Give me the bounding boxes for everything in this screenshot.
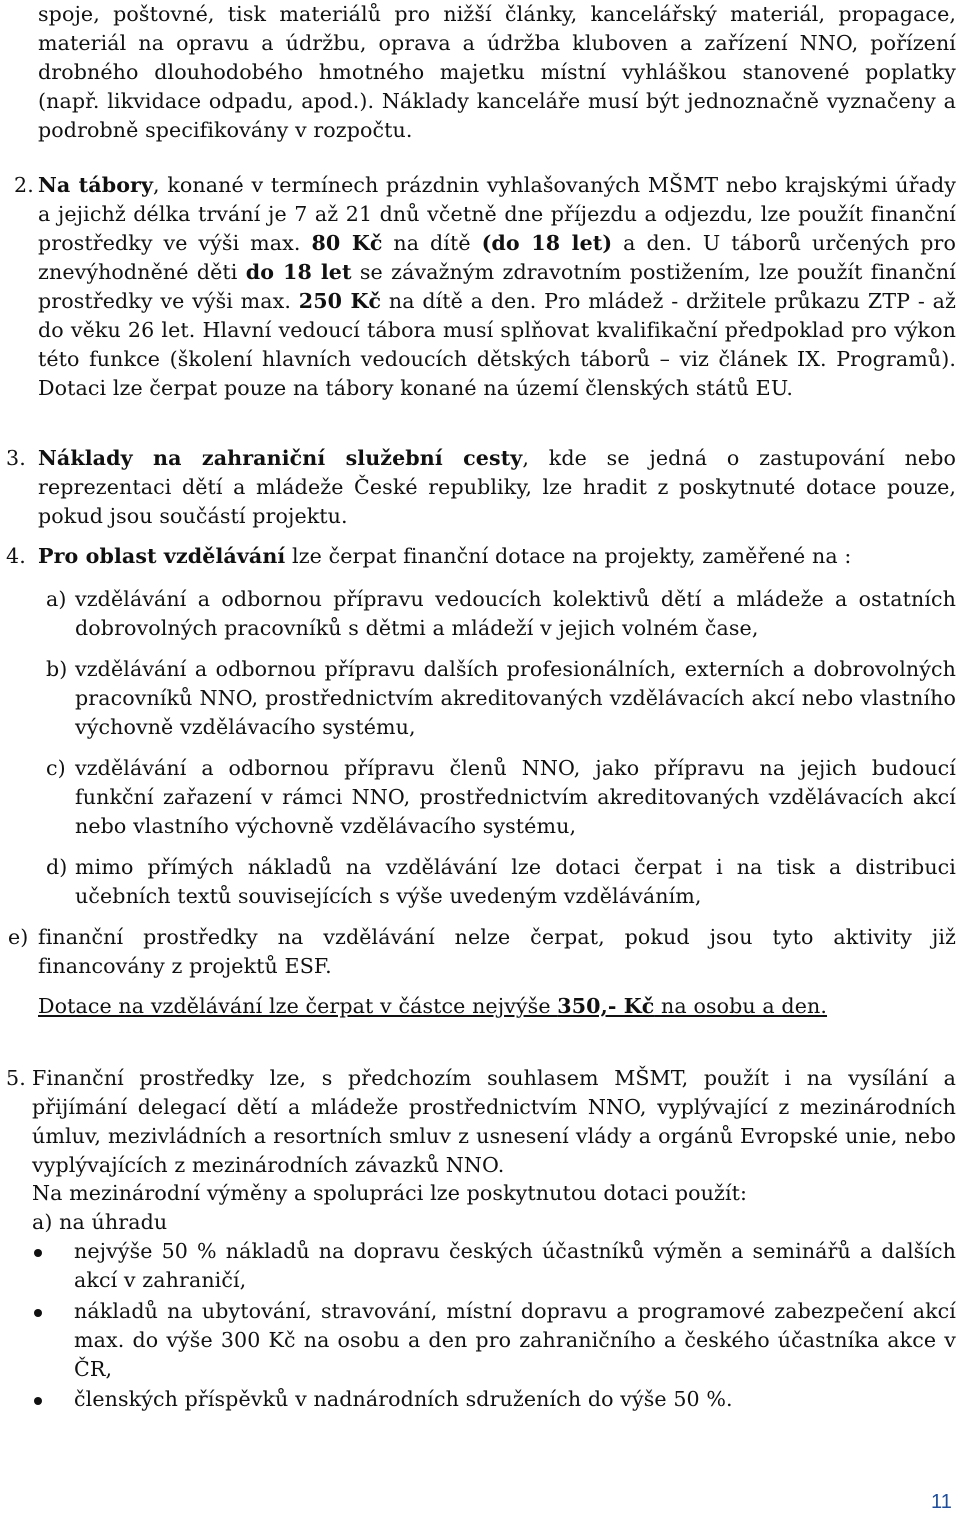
list-label: e) [8, 925, 29, 949]
education-limit-note [38, 992, 956, 1021]
text-run: na osobu a den. [654, 994, 828, 1018]
text-run: lze čerpat finanční dotace na projekty, zaměřené na : [285, 544, 852, 568]
list-text: mimo přímých nákladů na vzdělávání lze dotaci čerpat i na tisk a distribuci učebních textů souvisejících s výše uvedeným vzděláváním, [75, 855, 956, 908]
bold-phrase: (do 18 let) [481, 231, 613, 255]
payment-subheading: a) na úhradu [32, 1210, 168, 1234]
list-label: d) [46, 855, 68, 879]
bullet-icon [34, 1309, 42, 1317]
bullet-item [34, 1297, 956, 1384]
bullet-item [34, 1385, 956, 1414]
text-run: na dítě [382, 231, 482, 255]
section-text [38, 444, 956, 531]
bold-amount: 350,- Kč [557, 994, 655, 1018]
section-text: Finanční prostředky lze, s předchozím souhlasem MŠMT, použít i na vysílání a přijímání delegací dětí a mládeže prostřednictvím NNO, vyplývající z mezinárodních úmluv, mezivládních a resortních smluv z usnesení vlády a orgánů Evropské unie, nebo vyplývajících z mezinárodních závazků NNO. [32, 1066, 956, 1177]
list-item-e [6, 923, 956, 981]
list-label: b) [46, 657, 68, 681]
text-run: Dotace na vzdělávání lze čerpat v částce nejvýše [38, 994, 558, 1018]
bold-amount: 250 Kč [298, 289, 382, 313]
text-run: se závažným zdravotním postižením, lze použít finanční prostředky ve výši max. [38, 260, 956, 313]
text-run: , konané v termínech prázdnin vyhlašovaných MŠMT nebo krajskými úřady a jejichž délka trvání je 7 až 21 dnů včetně dne příjezdu a odjezdu, lze použít finanční prostředky ve výši max. [38, 173, 956, 255]
text-run: na dítě a den. Pro mládež - držitele průkazu ZTP - až do věku 26 let. Hlavní vedoucí tábora musí splňovat kvalifikační předpoklad pro výkon této funkce (školení hlavních vedoucích dětských táborů – viz článek IX. Programů). Dotaci lze čerpat pouze na tábory konané na území členských států EU. [38, 289, 956, 400]
section-number: 3. [6, 446, 26, 470]
bullet-text: nejvýše 50 % nákladů na dopravu českých účastníků výměn a seminářů a dalších akcí v zahraničí, [74, 1239, 956, 1292]
section-text [38, 171, 956, 403]
bullet-item [34, 1237, 956, 1295]
section-text [38, 542, 956, 571]
bullet-icon [34, 1249, 42, 1257]
section-number: 5. [6, 1066, 26, 1090]
list-text: finanční prostředky na vzdělávání nelze čerpat, pokud jsou tyto aktivity již financovány z projektů ESF. [38, 925, 956, 978]
bold-phrase: Na tábory [38, 173, 154, 197]
list-item-d [38, 853, 956, 911]
section-3-travel [6, 444, 956, 531]
section-2-camps [6, 171, 956, 403]
text-run: , kde se jedná o zastupování nebo reprezentaci dětí a mládeže České republiky, lze hradit z poskytnuté dotace pouze, pokud jsou součástí projektu. [38, 446, 956, 528]
bold-phrase: Náklady na zahraniční služební cesty [38, 446, 523, 470]
list-item-a [38, 585, 956, 643]
bold-phrase: Pro oblast vzdělávání [38, 544, 286, 568]
text-run: a den. U táborů určených pro znevýhodněné děti [38, 231, 956, 284]
list-text: vzdělávání a odbornou přípravu dalších profesionálních, externích a dobrovolných pracovníků NNO, prostřednictvím akreditovaných vzdělávacích akcí nebo vlastního výchovně vzdělávacího systému, [75, 657, 956, 739]
list-text: vzdělávání a odbornou přípravu členů NNO, jako přípravu na jejich budoucí funkční zařazení v rámci NNO, prostřednictvím akreditovaných vzdělávacích akcí nebo vlastního výchovně vzdělávacího systému, [75, 756, 956, 838]
section-4-education [6, 542, 956, 571]
list-label: c) [46, 756, 66, 780]
underlined-note [38, 994, 827, 1018]
bullet-icon [34, 1397, 42, 1405]
paragraph-office-costs: spoje, poštovné, tisk materiálů pro nižší články, kancelářský materiál, propagace, materiál na opravu a údržbu, oprava a údržba kluboven a zařízení NNO, pořízení drobného dlouhodobého hmotného majetku místní vyhláškou stanovené poplatky (např. likvidace odpadu, apod.). Náklady kanceláře musí být jednoznačně vyznačeny a podrobně specifikovány v rozpočtu. [38, 2, 956, 142]
list-item-b [38, 655, 956, 742]
section-number: 2. [14, 173, 34, 197]
bold-phrase: do 18 let [245, 260, 352, 284]
list-item-c [38, 754, 956, 841]
section-5-international [6, 1064, 956, 1180]
list-text: vzdělávání a odbornou přípravu vedoucích kolektivů dětí a mládeže a ostatních dobrovolných pracovníků s dětmi a mládeží v jejich volném čase, [75, 587, 956, 640]
bold-amount: 80 Kč [311, 231, 383, 255]
section-number: 4. [6, 544, 26, 568]
bullet-text: nákladů na ubytování, stravování, místní dopravu a programové zabezpečení akcí max. do výše 300 Kč na osobu a den pro zahraničního a českého účastníka akce v ČR, [74, 1299, 956, 1381]
exchange-intro: Na mezinárodní výměny a spolupráci lze poskytnutou dotaci použít: [32, 1181, 748, 1205]
bullet-text: členských příspěvků v nadnárodních sdruženích do výše 50 %. [74, 1387, 733, 1411]
page-number: 11 [931, 1491, 952, 1513]
list-label: a) [46, 587, 67, 611]
